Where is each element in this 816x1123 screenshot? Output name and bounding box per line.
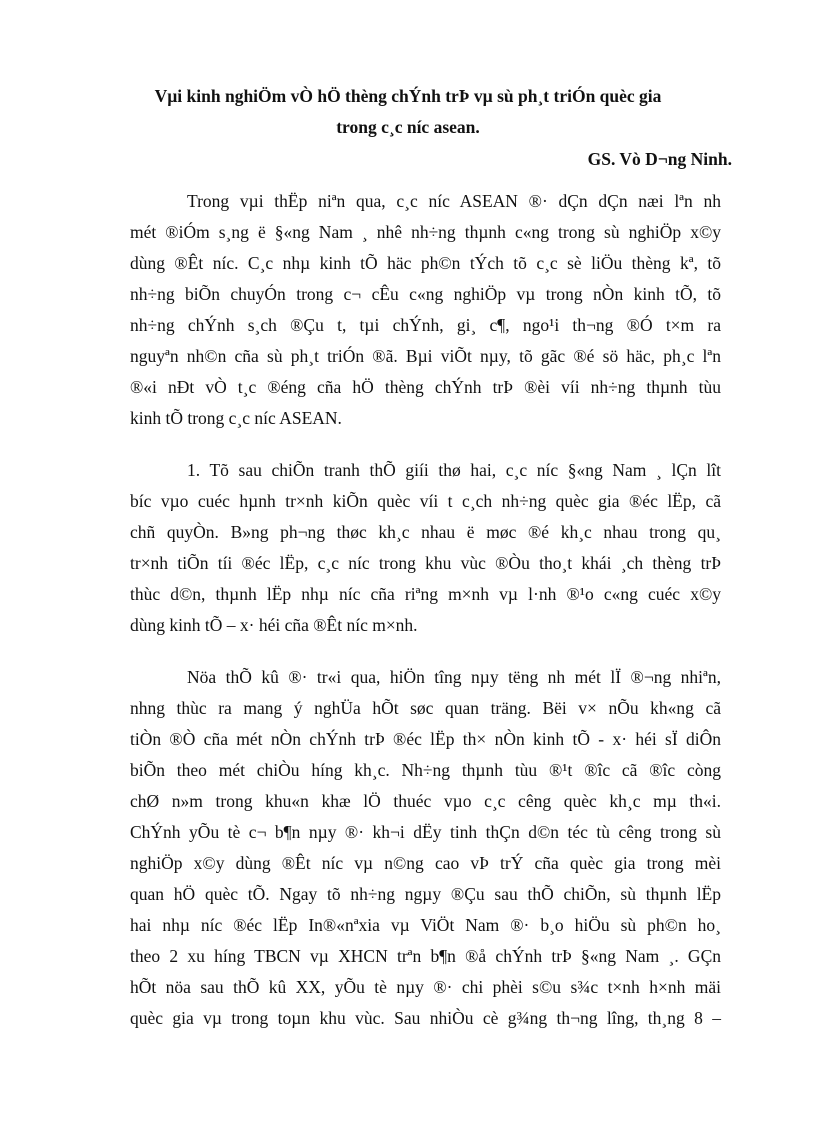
paragraph-line: ChÝnh yÕu tè c¬ b¶n nµy ®· kh¬i dËy tinh thÇn d©n téc tù cêng trong sù	[130, 822, 721, 842]
paragraph-line: tiÒn ®Ò cña mét nÒn chÝnh trÞ ®éc lËp th× nÒn kinh tÕ - x· héi sÏ diÔn	[130, 729, 721, 749]
paragraph-line: hai nhµ níc ®éc lËp In®«nªxia vµ ViÖt Nam ®· b¸o hiÖu sù ph©n ho¸	[130, 915, 721, 935]
paragraph-line: dùng kinh tÕ – x· héi cña ®Êt níc m×nh.	[130, 615, 418, 635]
paragraph-line: biÕn theo mét chiÒu híng kh¸c. Nh÷ng thµnh tùu ®¹t ®îc cã ®îc còng	[130, 760, 721, 780]
paragraph-line: theo 2 xu híng TBCN vµ XHCN trªn b¶n ®å chÝnh trÞ §«ng Nam ¸. GÇn	[130, 946, 721, 966]
paragraph-line: bíc vµo cuéc hµnh tr×nh kiÕn quèc víi t c¸ch nh÷ng quèc gia ®éc lËp, cã	[130, 491, 721, 511]
paragraph-line: kinh tÕ trong c¸c níc ASEAN.	[130, 408, 342, 428]
paragraph-line: nh÷ng chÝnh s¸ch ®Çu t, tµi chÝnh, gi¸ c¶, ngo¹i th¬ng ®Ó t×m ra	[130, 315, 721, 335]
paragraph-line: nghiÖp x©y dùng ®Êt níc vµ n©ng cao vÞ trÝ cña quèc gia trong mèi	[130, 853, 721, 873]
paragraph-line: Nöa thÕ kû ®· tr«i qua, hiÖn tîng nµy tëng nh mét lÏ ®¬ng nhiªn,	[187, 667, 721, 687]
paragraph-line: hÕt nöa sau thÕ kû XX, yÕu tè nµy ®· chi phèi s©u s¾c t×nh h×nh mäi	[130, 977, 721, 997]
paragraph-line: chØ n»m trong khu«n khæ lÖ thuéc vµo c¸c cêng quèc kh¸c mµ th«i.	[130, 791, 721, 811]
paragraph-line: nhng thùc ra mang ý nghÜa hÕt søc quan träng. Bëi v× nÕu kh«ng cã	[130, 698, 721, 718]
paragraph-line: chñ quyÒn. B»ng ph¬ng thøc kh¸c nhau ë møc ®é kh¸c nhau trong qu¸	[130, 522, 721, 542]
paragraph-line: dùng ®Êt níc. C¸c nhµ kinh tÕ häc ph©n tÝch tõ c¸c sè liÖu thèng kª, tõ	[130, 253, 721, 273]
paragraph-line: tr×nh tiÕn tíi ®éc lËp, c¸c níc trong khu vùc ®Òu tho¸t khái ¸ch thèng trÞ	[130, 553, 721, 573]
paragraph-line: nguyªn nh©n cña sù ph¸t triÓn ®ã. Bµi viÕt nµy, tõ gãc ®é sö häc, ph¸c lªn	[130, 346, 721, 366]
document-title-line-1: Vµi kinh nghiÖm vÒ hÖ thèng chÝnh trÞ vµ sù ph¸t triÓn quèc gia	[154, 86, 662, 106]
author-byline: GS. Vò D¬ng Ninh.	[587, 149, 732, 169]
paragraph-line: thùc d©n, thµnh lËp nhµ níc cña riªng m×nh vµ l·nh ®¹o c«ng cuéc x©y	[130, 584, 721, 604]
paragraph-line: mét ®iÓm s¸ng ë §«ng Nam ¸ nhê nh÷ng thµnh c«ng trong sù nghiÖp x©y	[130, 222, 721, 242]
paragraph-line: Trong vµi thËp niªn qua, c¸c níc ASEAN ®· dÇn dÇn næi lªn nh	[187, 191, 721, 211]
paragraph-line: nh÷ng biÕn chuyÓn trong c¬ cÊu c«ng nghiÖp vµ trong nÒn kinh tÕ, tõ	[130, 284, 721, 304]
document-title-line-2: trong c¸c níc asean.	[336, 117, 480, 137]
paragraph-line: quan hÖ quèc tÕ. Ngay tõ nh÷ng ngµy ®Çu sau thÕ chiÕn, sù thµnh lËp	[130, 884, 721, 904]
paragraph-line: ®«i nÐt vÒ t¸c ®éng cña hÖ thèng chÝnh trÞ ®èi víi nh÷ng thµnh tùu	[130, 377, 721, 397]
paragraph-line: quèc gia vµ trong toµn khu vùc. Sau nhiÒu cè g¾ng th¬ng lîng, th¸ng 8 –	[130, 1008, 721, 1028]
paragraph-line: 1. Tõ sau chiÕn tranh thÕ giíi thø hai, c¸c níc §«ng Nam ¸ lÇn lît	[187, 460, 721, 480]
